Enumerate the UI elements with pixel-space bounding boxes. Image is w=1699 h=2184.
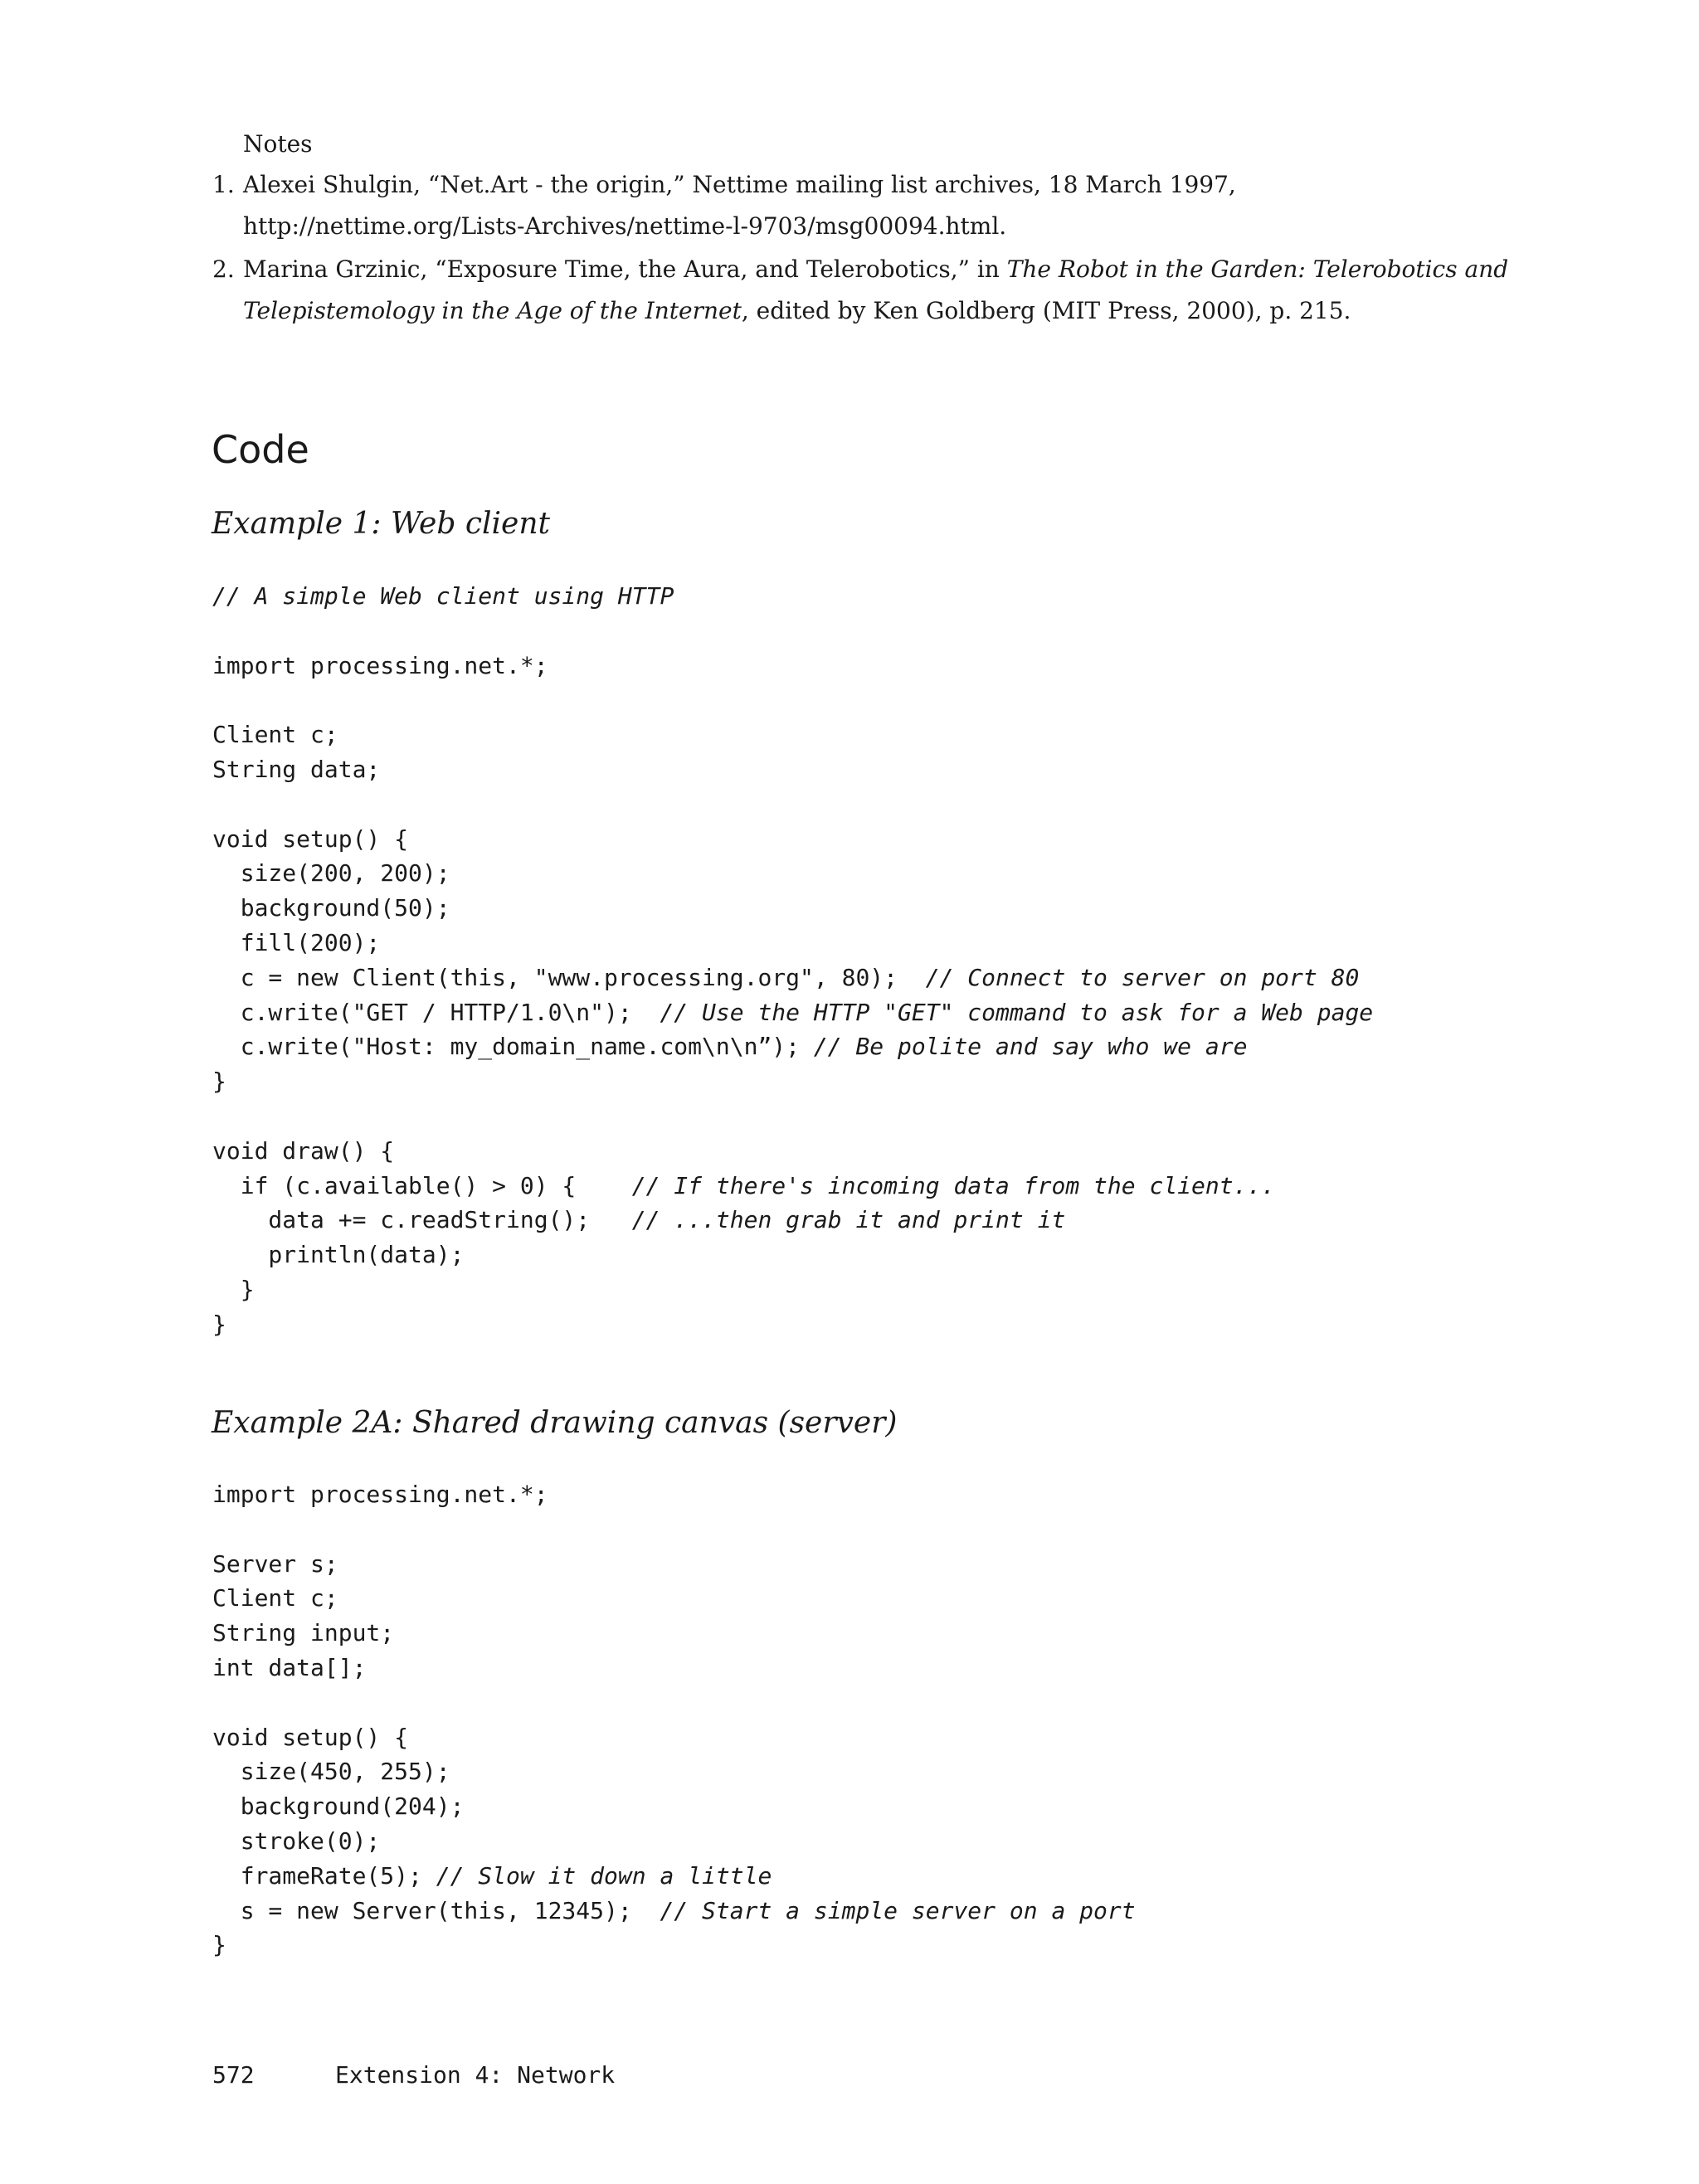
code-text: Client c; [212,1584,338,1612]
note-number: 1. [212,171,235,198]
code-text: String input; [212,1619,395,1647]
code-line [212,995,1373,1030]
code-line [212,579,1373,614]
code-text: size(450, 255); [212,1758,450,1786]
code-comment: // ...then grab it and print it [631,1206,1066,1234]
code-line [212,926,1373,961]
code-line [212,1169,1373,1204]
note-text [243,164,1507,247]
note-item-2 [212,249,1507,332]
code-text: Server s; [212,1549,338,1578]
code-text: } [212,1068,226,1096]
example-1-code-block [212,579,1373,1342]
book-title: The Robot in the Garden: Telerobotics and [1006,255,1509,283]
code-comment: // Start a simple server on a port [660,1896,1136,1924]
code-text: import processing.net.*; [212,1481,548,1508]
code-comment: // Be polite and say who we are [813,1033,1248,1061]
code-line [212,1307,1373,1342]
code-text: void draw() { [212,1136,395,1165]
note-text [243,249,1507,332]
note-line [243,206,1507,247]
code-line [212,1238,1373,1272]
code-line [212,1134,1373,1169]
note-number: 2. [212,255,235,283]
code-line [212,1272,1373,1307]
code-line [212,822,1373,857]
example-1-title: Example 1: Web client [212,507,550,541]
code-text: void setup() { [212,1723,409,1751]
book-title: Telepistemology in the Age of the Internet [243,297,742,324]
code-text: void setup() { [212,824,409,853]
code-comment: // Use the HTTP "GET" command to ask for a Web page [660,998,1374,1026]
code-text: } [212,1310,226,1338]
code-line [212,1477,1136,1512]
code-line [212,1685,1136,1720]
code-text: println(data); [212,1241,465,1269]
code-text: background(204); [212,1792,465,1821]
code-text: Client c; [212,721,338,749]
code-line [212,1029,1373,1064]
code-line [212,1099,1373,1134]
code-line [212,1720,1136,1755]
code-line [212,649,1373,683]
example-2a-code-block [212,1477,1136,1963]
code-text: c.write("GET / HTTP/1.0\n"); [212,998,660,1026]
code-line [212,614,1373,649]
code-line [212,1203,1373,1238]
note-item-1 [212,164,1507,247]
code-text: } [212,1931,226,1959]
code-line [212,752,1373,787]
code-line [212,1616,1136,1651]
code-text: c = new Client(this, "www.processing.org", 80); [212,963,926,991]
code-text: stroke(0); [212,1826,381,1855]
notes-heading: Notes [243,130,313,158]
code-comment: // If there's incoming data from the client... [631,1171,1276,1199]
code-line [212,1859,1136,1894]
running-footer-title: Extension 4: Network [335,2061,616,2089]
code-comment: // Connect to server on port 80 [925,963,1360,991]
code-line [212,856,1373,891]
code-line [212,1894,1136,1929]
code-text: } [212,1275,255,1303]
code-line [212,1512,1136,1547]
note-citation: , edited by Ken Goldberg (MIT Press, 2000), p. 215. [741,297,1351,324]
code-text: import processing.net.*; [212,651,548,679]
code-text: c.write("Host: my_domain_name.com\n\n”); [212,1033,814,1061]
note-line [243,290,1507,332]
code-text: int data[]; [212,1653,367,1681]
code-text: frameRate(5); [212,1861,436,1890]
code-line [212,891,1373,926]
note-citation: Alexei Shulgin, “Net.Art - the origin,” Nettime mailing list archives, 18 March 1997, [243,171,1236,198]
page-number: 572 [212,2061,255,2089]
code-line [212,683,1373,717]
note-citation: Marina Grzinic, “Exposure Time, the Aura, and Telerobotics,” in [243,255,1007,283]
code-comment: // A simple Web client using HTTP [212,582,674,610]
note-line [243,164,1507,206]
code-line [212,1547,1136,1582]
example-2a-title: Example 2A: Shared drawing canvas (server) [212,1406,898,1440]
code-line [212,1824,1136,1859]
code-line [212,1064,1373,1099]
code-text: background(50); [212,894,450,922]
code-line [212,1651,1136,1685]
code-text: s = new Server(this, 12345); [212,1896,660,1924]
code-line [212,1581,1136,1616]
code-line [212,961,1373,995]
code-line [212,787,1373,822]
code-line [212,717,1373,752]
code-heading: Code [212,427,309,472]
code-text: fill(200); [212,928,381,956]
note-url: http://nettime.org/Lists-Archives/nettime-l-9703/msg00094.html. [243,212,1007,240]
code-text: String data; [212,755,381,783]
code-line [212,1928,1136,1963]
code-comment: // Slow it down a little [436,1861,772,1890]
code-text: data += c.readString(); [212,1206,632,1234]
code-text: size(200, 200); [212,859,450,888]
note-line [243,249,1507,290]
code-line [212,1789,1136,1824]
page-footer [212,2059,615,2092]
code-text: if (c.available() > 0) { [212,1171,632,1199]
code-line [212,1754,1136,1789]
